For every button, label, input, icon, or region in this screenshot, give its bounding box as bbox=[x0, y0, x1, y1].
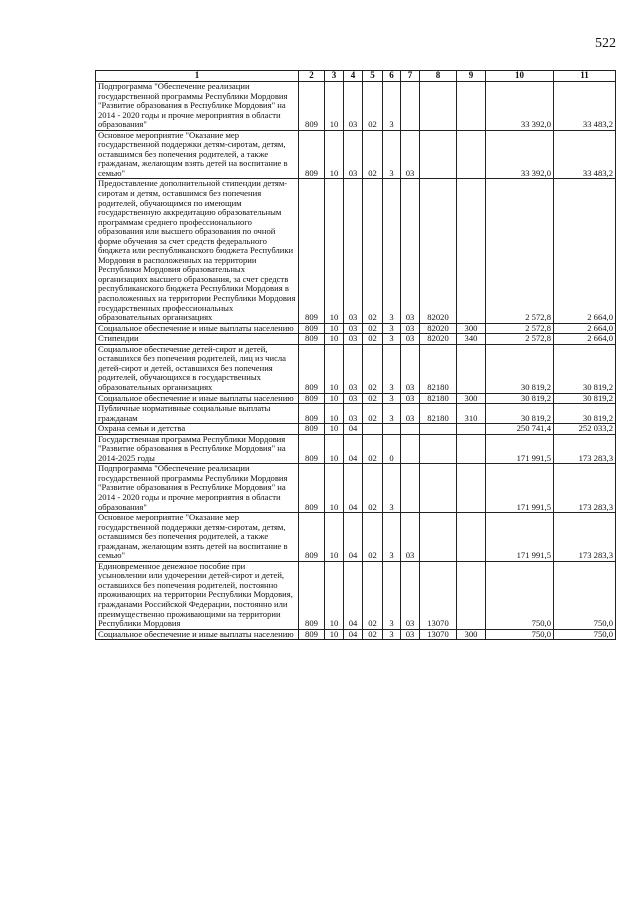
column-header-3: 3 bbox=[325, 71, 344, 82]
cell-c10: 33 392,0 bbox=[486, 82, 554, 131]
cell-c7: 03 bbox=[401, 393, 420, 404]
cell-c5: 02 bbox=[363, 323, 383, 334]
cell-c4: 04 bbox=[344, 629, 363, 640]
cell-c2: 809 bbox=[299, 344, 325, 393]
cell-c6: 3 bbox=[383, 323, 401, 334]
cell-c4: 03 bbox=[344, 130, 363, 179]
cell-c9 bbox=[457, 434, 486, 464]
cell-c5: 02 bbox=[363, 561, 383, 629]
cell-c7 bbox=[401, 82, 420, 131]
cell-c2: 809 bbox=[299, 629, 325, 640]
column-header-8: 8 bbox=[420, 71, 457, 82]
cell-c10: 30 819,2 bbox=[486, 344, 554, 393]
cell-c6 bbox=[383, 424, 401, 435]
cell-c3: 10 bbox=[325, 130, 344, 179]
cell-c11: 30 819,2 bbox=[554, 404, 616, 424]
row-name: Основное мероприятие "Оказание мер государственной поддержки детям-сиротам, детям, оставшимся без попечения родителей, а также гражданам, желающим взять детей на воспитание в семью" bbox=[96, 513, 299, 562]
column-header-7: 7 bbox=[401, 71, 420, 82]
cell-c4: 03 bbox=[344, 393, 363, 404]
cell-c11: 252 033,2 bbox=[554, 424, 616, 435]
row-name: Единовременное денежное пособие при усыновлении или удочерении детей-сирот и детей, оставшихся без попечения родителей, постоянно проживающих на территории Республики Мордовия, гражданами Российской Федерации, постоянно или преимущественно проживающими на территории Республики Мордовия bbox=[96, 561, 299, 629]
cell-c4: 03 bbox=[344, 323, 363, 334]
cell-c8: 82180 bbox=[420, 393, 457, 404]
cell-c8: 13070 bbox=[420, 629, 457, 640]
cell-c6: 3 bbox=[383, 82, 401, 131]
row-name: Государственная программа Республики Мордовия "Развитие образования в Республике Мордовия" на 2014-2025 годы bbox=[96, 434, 299, 464]
row-name: Подпрограмма "Обеспечение реализации государственной программы Республики Мордовия "Развитие образования в Республике Мордовия" на 2014 - 2020 годы и прочие мероприятия в области образования" bbox=[96, 82, 299, 131]
cell-c2: 809 bbox=[299, 513, 325, 562]
cell-c8: 82180 bbox=[420, 404, 457, 424]
table-row bbox=[96, 393, 616, 404]
cell-c3: 10 bbox=[325, 561, 344, 629]
cell-c7: 03 bbox=[401, 561, 420, 629]
cell-c3: 10 bbox=[325, 513, 344, 562]
cell-c10: 2 572,8 bbox=[486, 323, 554, 334]
cell-c2: 809 bbox=[299, 424, 325, 435]
cell-c7: 03 bbox=[401, 130, 420, 179]
table-row bbox=[96, 334, 616, 345]
cell-c8 bbox=[420, 424, 457, 435]
cell-c2: 809 bbox=[299, 404, 325, 424]
column-header-1: 1 bbox=[96, 71, 299, 82]
cell-c6: 3 bbox=[383, 513, 401, 562]
cell-c10: 33 392,0 bbox=[486, 130, 554, 179]
cell-c2: 809 bbox=[299, 561, 325, 629]
cell-c5: 02 bbox=[363, 629, 383, 640]
row-name: Социальное обеспечение и иные выплаты населению bbox=[96, 323, 299, 334]
cell-c3: 10 bbox=[325, 179, 344, 323]
cell-c8: 82180 bbox=[420, 344, 457, 393]
cell-c5: 02 bbox=[363, 393, 383, 404]
cell-c9: 310 bbox=[457, 404, 486, 424]
cell-c5 bbox=[363, 424, 383, 435]
cell-c5: 02 bbox=[363, 464, 383, 513]
cell-c9 bbox=[457, 344, 486, 393]
cell-c7 bbox=[401, 424, 420, 435]
table-row bbox=[96, 344, 616, 393]
cell-c11: 2 664,0 bbox=[554, 323, 616, 334]
cell-c6: 3 bbox=[383, 629, 401, 640]
cell-c9: 300 bbox=[457, 323, 486, 334]
cell-c11: 173 283,3 bbox=[554, 434, 616, 464]
cell-c6: 3 bbox=[383, 404, 401, 424]
row-name: Основное мероприятие "Оказание мер государственной поддержки детям-сиротам, детям, оставшимся без попечения родителей, а также гражданам, желающим взять детей на воспитание в семью" bbox=[96, 130, 299, 179]
cell-c5: 02 bbox=[363, 82, 383, 131]
table-row bbox=[96, 424, 616, 435]
cell-c9 bbox=[457, 464, 486, 513]
table-row bbox=[96, 464, 616, 513]
cell-c7: 03 bbox=[401, 513, 420, 562]
cell-c8 bbox=[420, 513, 457, 562]
cell-c6: 3 bbox=[383, 130, 401, 179]
cell-c11: 2 664,0 bbox=[554, 179, 616, 323]
cell-c4: 04 bbox=[344, 464, 363, 513]
table-row bbox=[96, 323, 616, 334]
cell-c8 bbox=[420, 130, 457, 179]
cell-c11: 750,0 bbox=[554, 561, 616, 629]
cell-c4: 03 bbox=[344, 179, 363, 323]
table-row bbox=[96, 434, 616, 464]
cell-c9: 300 bbox=[457, 629, 486, 640]
cell-c4: 03 bbox=[344, 344, 363, 393]
cell-c2: 809 bbox=[299, 323, 325, 334]
cell-c10: 30 819,2 bbox=[486, 393, 554, 404]
cell-c6: 3 bbox=[383, 179, 401, 323]
row-name: Предоставление дополнительной стипендии детям-сиротам и детям, оставшимся без попечения родителей, обучающимся по имеющим государственную аккредитацию образовательным программам среднего профессионального образования или высшего образования по очной форме обучения за счет средств федерального бюджета или республиканского бюджета Республики Мордовия в расположенных на территории Республики Мордовия образовательных организациях высшего образования, за счет средств республиканского бюджета Республики Мордовия в расположенных на территории Республики Мордовия государственных профессиональных образовательных организациях bbox=[96, 179, 299, 323]
cell-c5: 02 bbox=[363, 130, 383, 179]
column-header-10: 10 bbox=[486, 71, 554, 82]
cell-c8: 82020 bbox=[420, 334, 457, 345]
cell-c3: 10 bbox=[325, 404, 344, 424]
table-row bbox=[96, 629, 616, 640]
table-row bbox=[96, 82, 616, 131]
table-row bbox=[96, 513, 616, 562]
cell-c7 bbox=[401, 434, 420, 464]
cell-c11: 33 483,2 bbox=[554, 130, 616, 179]
column-header-5: 5 bbox=[363, 71, 383, 82]
cell-c3: 10 bbox=[325, 393, 344, 404]
cell-c10: 171 991,5 bbox=[486, 464, 554, 513]
cell-c3: 10 bbox=[325, 334, 344, 345]
table-row bbox=[96, 404, 616, 424]
cell-c6: 3 bbox=[383, 344, 401, 393]
table-row bbox=[96, 561, 616, 629]
cell-c11: 33 483,2 bbox=[554, 82, 616, 131]
table-row bbox=[96, 130, 616, 179]
cell-c8 bbox=[420, 82, 457, 131]
cell-c8: 13070 bbox=[420, 561, 457, 629]
cell-c3: 10 bbox=[325, 344, 344, 393]
cell-c6: 3 bbox=[383, 561, 401, 629]
cell-c5: 02 bbox=[363, 434, 383, 464]
column-header-6: 6 bbox=[383, 71, 401, 82]
cell-c5: 02 bbox=[363, 344, 383, 393]
cell-c6: 0 bbox=[383, 434, 401, 464]
cell-c8 bbox=[420, 464, 457, 513]
cell-c9 bbox=[457, 424, 486, 435]
row-name: Социальное обеспечение детей-сирот и детей, оставшихся без попечения родителей, лиц из числа детей-сирот и детей, оставшихся без попечения родителей, обучающихся в государственных образовательных организациях bbox=[96, 344, 299, 393]
cell-c9: 340 bbox=[457, 334, 486, 345]
cell-c4: 03 bbox=[344, 404, 363, 424]
cell-c5: 02 bbox=[363, 404, 383, 424]
row-name: Стипендии bbox=[96, 334, 299, 345]
cell-c7: 03 bbox=[401, 323, 420, 334]
cell-c2: 809 bbox=[299, 434, 325, 464]
cell-c10: 2 572,8 bbox=[486, 334, 554, 345]
cell-c2: 809 bbox=[299, 334, 325, 345]
cell-c7 bbox=[401, 464, 420, 513]
cell-c3: 10 bbox=[325, 434, 344, 464]
column-header-9: 9 bbox=[457, 71, 486, 82]
cell-c9 bbox=[457, 179, 486, 323]
cell-c3: 10 bbox=[325, 629, 344, 640]
column-header-11: 11 bbox=[554, 71, 616, 82]
cell-c10: 2 572,8 bbox=[486, 179, 554, 323]
table-body bbox=[96, 82, 616, 640]
cell-c3: 10 bbox=[325, 464, 344, 513]
cell-c8 bbox=[420, 434, 457, 464]
row-name: Социальное обеспечение и иные выплаты населению bbox=[96, 393, 299, 404]
cell-c6: 3 bbox=[383, 334, 401, 345]
cell-c4: 04 bbox=[344, 424, 363, 435]
cell-c10: 750,0 bbox=[486, 629, 554, 640]
cell-c9: 300 bbox=[457, 393, 486, 404]
cell-c11: 30 819,2 bbox=[554, 393, 616, 404]
budget-table bbox=[95, 70, 616, 640]
header-row bbox=[96, 71, 616, 82]
cell-c8: 82020 bbox=[420, 323, 457, 334]
cell-c10: 750,0 bbox=[486, 561, 554, 629]
cell-c2: 809 bbox=[299, 464, 325, 513]
table-row bbox=[96, 179, 616, 323]
page-number: 522 bbox=[595, 36, 616, 51]
cell-c11: 173 283,3 bbox=[554, 464, 616, 513]
cell-c9 bbox=[457, 82, 486, 131]
cell-c3: 10 bbox=[325, 323, 344, 334]
cell-c5: 02 bbox=[363, 179, 383, 323]
cell-c7: 03 bbox=[401, 404, 420, 424]
cell-c5: 02 bbox=[363, 513, 383, 562]
row-name: Подпрограмма "Обеспечение реализации государственной программы Республики Мордовия "Развитие образования в Республике Мордовия" на 2014 - 2020 годы и прочие мероприятия в области образования" bbox=[96, 464, 299, 513]
cell-c2: 809 bbox=[299, 393, 325, 404]
cell-c10: 171 991,5 bbox=[486, 513, 554, 562]
cell-c11: 173 283,3 bbox=[554, 513, 616, 562]
cell-c7: 03 bbox=[401, 629, 420, 640]
column-header-2: 2 bbox=[299, 71, 325, 82]
cell-c2: 809 bbox=[299, 130, 325, 179]
cell-c3: 10 bbox=[325, 82, 344, 131]
row-name: Социальное обеспечение и иные выплаты населению bbox=[96, 629, 299, 640]
cell-c9 bbox=[457, 130, 486, 179]
cell-c11: 2 664,0 bbox=[554, 334, 616, 345]
cell-c7: 03 bbox=[401, 334, 420, 345]
row-name: Публичные нормативные социальные выплаты гражданам bbox=[96, 404, 299, 424]
cell-c6: 3 bbox=[383, 464, 401, 513]
cell-c11: 750,0 bbox=[554, 629, 616, 640]
cell-c10: 250 741,4 bbox=[486, 424, 554, 435]
cell-c9 bbox=[457, 561, 486, 629]
row-name: Охрана семьи и детства bbox=[96, 424, 299, 435]
cell-c4: 03 bbox=[344, 82, 363, 131]
cell-c7: 03 bbox=[401, 344, 420, 393]
cell-c9 bbox=[457, 513, 486, 562]
cell-c10: 171 991,5 bbox=[486, 434, 554, 464]
column-header-4: 4 bbox=[344, 71, 363, 82]
cell-c4: 04 bbox=[344, 513, 363, 562]
cell-c3: 10 bbox=[325, 424, 344, 435]
cell-c4: 04 bbox=[344, 561, 363, 629]
cell-c4: 04 bbox=[344, 434, 363, 464]
cell-c6: 3 bbox=[383, 393, 401, 404]
cell-c11: 30 819,2 bbox=[554, 344, 616, 393]
cell-c2: 809 bbox=[299, 82, 325, 131]
cell-c7: 03 bbox=[401, 179, 420, 323]
cell-c2: 809 bbox=[299, 179, 325, 323]
cell-c5: 02 bbox=[363, 334, 383, 345]
cell-c4: 03 bbox=[344, 334, 363, 345]
cell-c10: 30 819,2 bbox=[486, 404, 554, 424]
cell-c8: 82020 bbox=[420, 179, 457, 323]
